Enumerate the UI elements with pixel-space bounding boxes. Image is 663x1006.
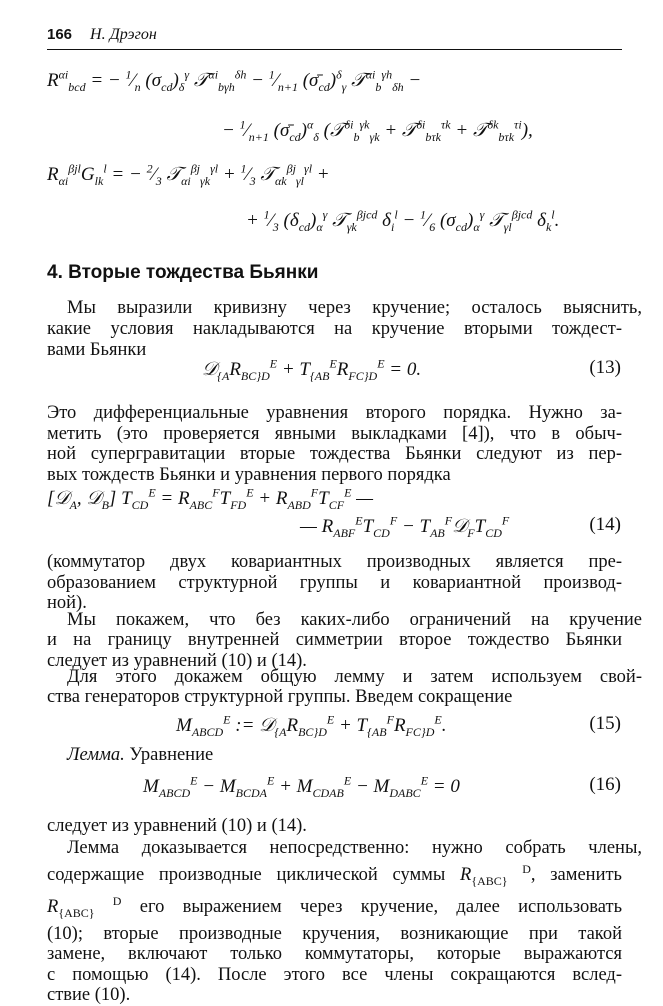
lemma-statement (47, 745, 642, 766)
paragraph-line: $R_{\{ABC\}}$ $^D$ его выражением через кручение, далее использовать (47, 894, 623, 921)
equation-riemann-line1-text: $R^{\alpha i}_{bcd}$ = − $^1⁄_n$ $(\sigma_{cd})_\delta^\gamma$ 𝒯$^{\alpha i}_{b\gamma h}^{\delta h}$ − $^1⁄_{n+1}$ $(\sigmā_{cd})^\delta_\gamma$ 𝒯$^{\alpha i}_b^{\gamma h}_{\delta h}$ − (47, 68, 422, 95)
paragraph-intro-cont (47, 319, 622, 360)
paragraph-line: содержащие производные циклической суммы $R_{\{ABC\}}$ $^D$, заменить (47, 862, 622, 888)
paragraph-commutator (47, 552, 622, 614)
equation-15 (176, 713, 446, 740)
paragraph-claim-cont (47, 630, 622, 671)
paragraph-line: следует из уравнений (10) и (14). (47, 816, 307, 836)
paragraph-follows (47, 816, 622, 837)
section-heading: 4. Вторые тождества Бьянки (47, 262, 319, 283)
equation-contraction-line2-text: + $^1⁄_3$ $(\delta_{cd})_\alpha^\gamma$ 𝒯$_{\gamma k}^{\beta jcd}$ $\delta_i^l$ − $^1⁄_6$ $(\sigma_{cd})_\alpha^\gamma$ 𝒯$_{\gamma l}^{\beta jcd}$ $\delta_k^l$. (246, 208, 560, 235)
equation-riemann-line1 (47, 68, 421, 95)
equation-16-text: $M_{ABCD}^E - M_{BCDA}^E + M_{CDAB}^E - M_{DABC}^E = 0$ (143, 774, 460, 801)
paragraph-line: какие условия накладываются на кручение вторыми тождест- (47, 319, 622, 339)
paragraph-line: и на границу внутренней симметрии второе тождество Бьянки (47, 630, 622, 650)
paragraph-line: Это дифференциальные уравнения второго порядка. Нужно за- (47, 403, 622, 423)
equation-14-number: (14) (589, 514, 621, 535)
paragraph-line: вых тождеств Бьянки и уравнения первого порядка (47, 464, 451, 485)
page-number: 166 (47, 26, 73, 43)
paragraph-line: с помощью (14). После этого все члены сокращаются вслед- (47, 964, 622, 985)
equation-16-number: (16) (589, 774, 621, 795)
running-author: Н. Дрэгон (90, 26, 157, 43)
equation-13-number: (13) (589, 357, 621, 378)
equation-contraction-line2 (246, 208, 559, 235)
paragraph-proof-cont (47, 859, 622, 1006)
equation-13-text: $𝒟_{\{A}R_{BC\}D}^E + T_{\{AB}^ER_{FC\}D}^E = 0$. (202, 357, 422, 384)
paragraph-line: Мы выразили кривизну через кручение; осталось выяснить, (67, 298, 642, 318)
paragraph-line: метить (это проверяется явными выкладками [4]), что в обыч- (47, 423, 622, 444)
equation-15-text: $M_{ABCD}^E$ := $𝒟_{\{A}R_{BC\}D}^E + T_{\{AB}^FR_{FC\}D}^E$. (176, 713, 447, 740)
equation-contraction-line1-text: $R_{\alpha i}^{\beta jl}G_{lk}^l$ = − $^2⁄_3$ 𝒯$_{\alpha i}^{\beta j}_{\gamma k}^{\gamma l}$ + $^1⁄_3$ 𝒯$_{\alpha k}^{\beta j}_{\gamma l}^{\gamma l}$ + (47, 162, 330, 189)
equation-contraction-line1 (47, 162, 330, 189)
lemma-label: Лемма. (67, 745, 125, 765)
paragraph-line: Лемма доказывается непосредственно: нужно собрать члены, (67, 838, 642, 858)
paragraph-line: следует из уравнений (10) и (14). (47, 650, 307, 671)
paragraph-line: (коммутатор двух ковариантных производных является пре- (47, 552, 622, 572)
paragraph-remark (47, 403, 622, 485)
paragraph-intro (47, 298, 642, 319)
running-header (47, 26, 622, 50)
equation-13 (202, 357, 421, 384)
paragraph-line: образованием структурной группы и ковариантной производ- (47, 572, 622, 593)
paragraph-method (47, 667, 642, 688)
paragraph-line: ной). (47, 593, 87, 613)
paragraph-line: ства генераторов структурной группы. Введем сокращение (47, 687, 513, 707)
paragraph-line: вами Бьянки (47, 339, 147, 360)
equation-riemann-line2 (222, 118, 533, 145)
equation-14-line2 (300, 514, 509, 541)
equation-16 (143, 774, 460, 801)
paragraph-line: Для этого докажем общую лемму и затем используем свой- (67, 667, 642, 687)
paragraph-line: Мы покажем, что без каких-либо ограничений на кручение (67, 610, 642, 630)
paragraph-proof (47, 838, 642, 859)
equation-15-number: (15) (589, 713, 621, 734)
equation-14-line1-text: [𝒟$_A$, 𝒟$_B$] $T_{CD}^E = R_{ABC}^FT_{FD}^E + R_{ABD}^FT_{CF}^E$ — (47, 486, 374, 513)
paragraph-line: ной супергравитации вторые тождества Бьянки следуют из пер- (47, 444, 622, 464)
paragraph-line: ствие (10). (47, 985, 131, 1006)
paragraph-claim (47, 610, 642, 631)
paragraph-method-cont (47, 687, 622, 708)
lemma-text: Уравнение (129, 745, 214, 765)
paragraph-line: замене, включают только коммутаторы, которые выражаются (47, 944, 622, 965)
equation-14-line2-text: — $R_{ABF}^ET_{CD}^F$ − $T_{AB}^F𝒟_FT_{CD}^F$ (300, 514, 510, 541)
paragraph-line: (10); вторые производные кручения, возникающие при такой (47, 923, 622, 944)
equation-riemann-line2-text: − $^1⁄_{n+1}$ $(\sigmā_{cd})^\alpha_\delta$ (𝒯$^{\delta i}_b^{\gamma k}_{\gamma k}$ + 𝒯$^{\delta i}_{b\tau k}^{\tau k}$ + 𝒯$^{\delta k}_{b\tau k}^{\tau i}$), (222, 118, 533, 145)
equation-14-line1 (47, 486, 373, 513)
